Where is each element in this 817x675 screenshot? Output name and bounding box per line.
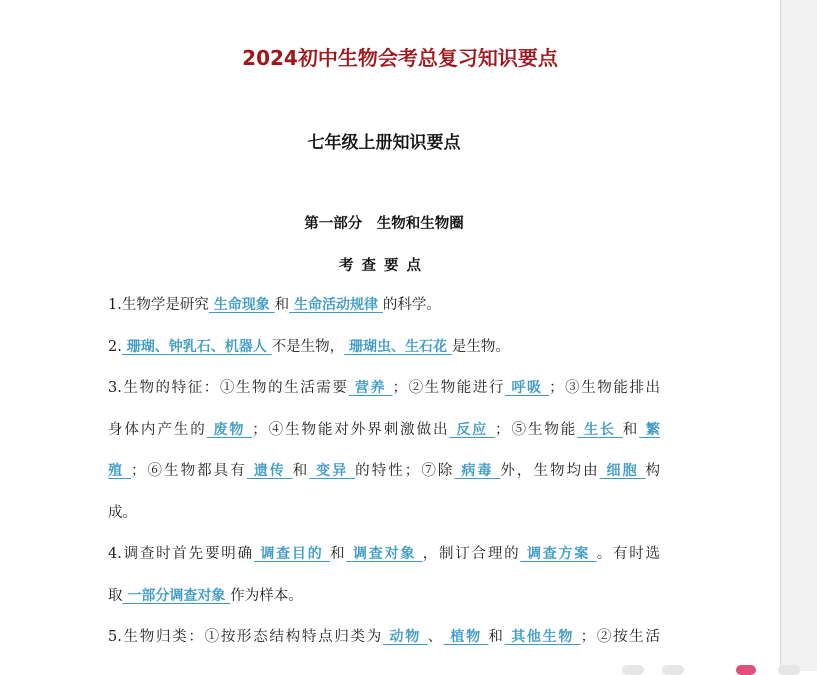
item-text: 身体内产生的 <box>108 422 207 438</box>
answer-blank: 细胞 <box>599 463 646 479</box>
item-text: 2. <box>108 339 122 355</box>
item-text: 1.生物学是研究 <box>108 297 209 313</box>
item-text: 构 <box>645 463 661 479</box>
item-text: 、 <box>427 629 444 645</box>
item-text: 。有时选 <box>596 546 661 562</box>
viewer-control-button[interactable] <box>778 665 800 675</box>
answer-blank: 繁 <box>639 422 661 438</box>
item-text: 不是生物， <box>271 339 345 355</box>
document-title: 2024初中生物会考总复习知识要点 <box>242 46 558 70</box>
item-text: 和 <box>330 546 347 562</box>
answer-blank: 生命活动规律 <box>289 297 383 313</box>
answer-blank: 呼吸 <box>505 380 550 396</box>
item-text: 取 <box>108 588 123 604</box>
viewer-control-button[interactable] <box>736 665 756 675</box>
part-title: 第一部分 生物和生物圈 <box>304 216 464 232</box>
item-2-line <box>108 337 668 357</box>
answer-blank: 其他生物 <box>504 629 581 645</box>
item-4-line-2 <box>108 586 668 606</box>
item-3-line-2 <box>108 420 660 440</box>
item-3-line-4 <box>108 503 668 523</box>
answer-blank: 调查对象 <box>346 546 423 562</box>
item-3-line-1 <box>108 378 660 398</box>
answer-blank: 珊瑚虫、生石花 <box>344 339 452 355</box>
item-text: 成。 <box>108 505 137 521</box>
viewer-side-panel <box>780 0 817 671</box>
item-text: 作为样本。 <box>230 588 303 604</box>
item-1-line <box>108 295 668 315</box>
item-text: ；②生物能进行 <box>392 380 506 396</box>
item-text: 的科学。 <box>382 297 441 313</box>
answer-blank: 一部分调查对象 <box>122 588 231 604</box>
item-text: ；②按生活 <box>580 629 661 645</box>
answer-blank: 珊瑚、钟乳石、机器人 <box>121 339 272 355</box>
answer-blank: 植物 <box>443 629 489 645</box>
answer-blank: 调查目的 <box>253 546 331 562</box>
item-text: ；③生物能排出 <box>549 380 661 396</box>
item-text: ；⑥生物都具有 <box>130 463 247 479</box>
section-title: 考查要点 <box>339 258 429 274</box>
grade-title: 七年级上册知识要点 <box>307 133 461 153</box>
answer-blank: 生命现象 <box>208 297 275 313</box>
answer-blank: 殖 <box>108 463 131 479</box>
item-text: 的特性；⑦除 <box>355 463 455 479</box>
item-text: 4.调查时首先要明确 <box>108 546 254 562</box>
item-text: ；④生物能对外界刺激做出 <box>252 422 450 438</box>
answer-blank: 病毒 <box>454 463 501 479</box>
answer-blank: 废物 <box>206 422 253 438</box>
answer-blank: 动物 <box>382 629 428 645</box>
item-5-line-1 <box>108 627 660 647</box>
item-text: ；⑤生物能 <box>495 422 578 438</box>
item-text: 外，生物均由 <box>500 463 600 479</box>
item-text: 和 <box>622 422 640 438</box>
answer-blank: 生长 <box>577 422 623 438</box>
item-text: 和 <box>274 297 290 313</box>
viewer-control-button[interactable] <box>662 665 684 675</box>
answer-blank: 反应 <box>449 422 496 438</box>
answer-blank: 调查方案 <box>520 546 597 562</box>
item-3-line-3 <box>108 461 660 481</box>
item-text: ，制订合理的 <box>422 546 521 562</box>
item-text: 和 <box>292 463 310 479</box>
answer-blank: 营养 <box>348 380 393 396</box>
item-text: 3.生物的特征：①生物的生活需要 <box>108 380 349 396</box>
answer-blank: 变异 <box>309 463 356 479</box>
item-text: 是生物。 <box>451 339 510 355</box>
item-text: 和 <box>488 629 505 645</box>
answer-blank: 遗传 <box>246 463 293 479</box>
viewer-control-button[interactable] <box>622 665 644 675</box>
item-text: 5.生物归类：①按形态结构特点归类为 <box>108 629 383 645</box>
item-4-line-1 <box>108 544 660 564</box>
